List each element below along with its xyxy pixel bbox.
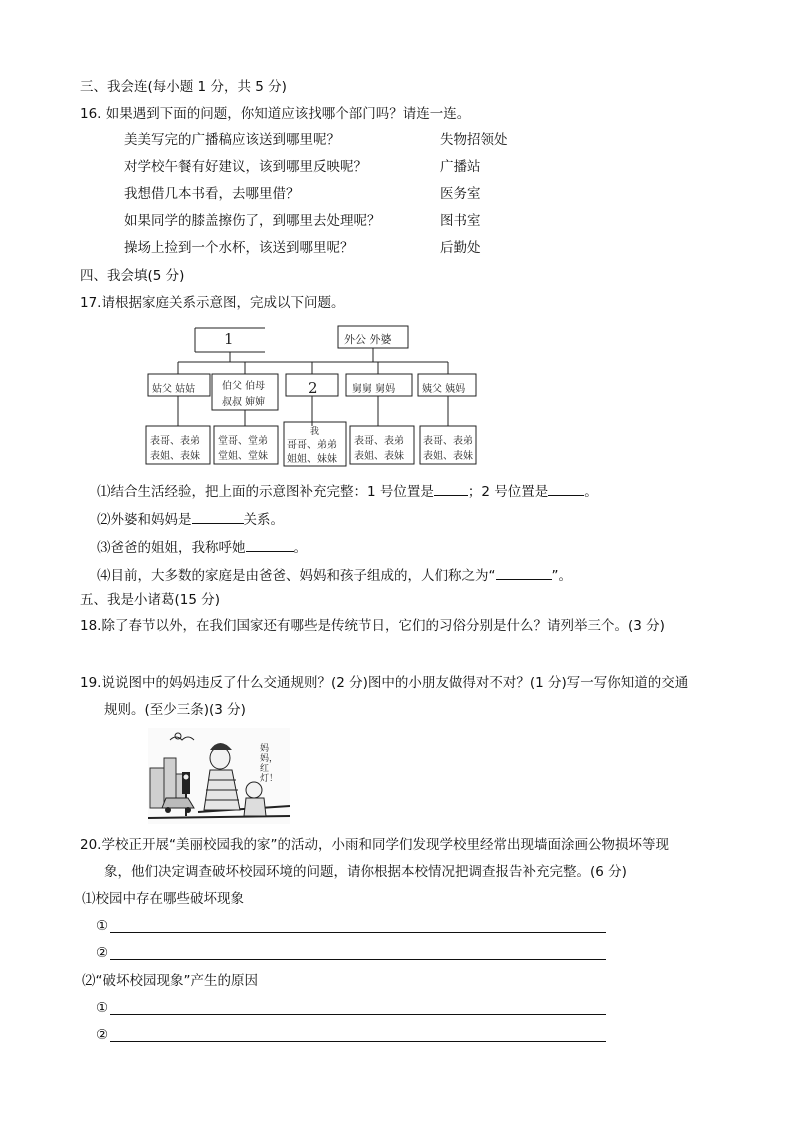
section4-heading: 四、我会填(5 分) xyxy=(80,268,185,284)
section5-heading: 五、我是小诸葛(15 分) xyxy=(80,592,221,608)
sub-question-4: ⑷目前，大多数的家庭是由爸爸、妈妈和孩子组成的，人们称之为“ ”。 xyxy=(97,565,572,585)
part-1-mark-1: ① xyxy=(96,918,109,934)
sub-question-2: ⑵外婆和妈妈是 关系。 xyxy=(97,509,284,529)
part-2-mark-2: ② xyxy=(96,1027,109,1043)
match-left-5: 操场上捡到一个水杯，该送到哪里呢？ xyxy=(124,240,354,256)
answer-blank-1[interactable] xyxy=(434,481,468,496)
part-1-mark-2: ② xyxy=(96,945,109,961)
tree-box-wai: 外公 外婆 xyxy=(344,333,392,346)
tree-row2-4: 舅舅 舅妈 xyxy=(352,384,396,395)
match-right-5: 后勤处 xyxy=(440,240,481,256)
tree-row2-2: 伯父 伯母 xyxy=(222,381,266,392)
tree-row3-3b: 姐姐、妹妹 xyxy=(287,454,337,465)
answer-blank-5[interactable] xyxy=(496,565,552,580)
tree-box-1: 1 xyxy=(224,330,234,348)
sub-question-3: ⑶爸爸的姐姐，我称呼她 。 xyxy=(97,537,307,557)
tree-row3-5a: 表哥、表弟 xyxy=(423,436,473,447)
tree-row3-2a: 堂哥、堂弟 xyxy=(218,436,268,447)
match-left-1: 美美写完的广播稿应该送到哪里呢？ xyxy=(124,132,340,148)
question-17: 17.请根据家庭关系示意图，完成以下问题。 xyxy=(80,295,345,311)
tree-row3-2b: 堂姐、堂妹 xyxy=(218,451,268,462)
section3-heading: 三、我会连(每小题 1 分，共 5 分) xyxy=(80,79,287,95)
match-right-2: 广播站 xyxy=(440,159,481,175)
answer-blank-4[interactable] xyxy=(246,537,294,552)
sub-question-1: ⑴结合生活经验，把上面的示意图补充完整：1 号位置是 ；2 号位置是 。 xyxy=(97,481,598,501)
part-2-heading: ⑵“破坏校园现象”产生的原因 xyxy=(82,973,258,989)
part-2-mark-1: ① xyxy=(96,1000,109,1016)
answer-line-1[interactable] xyxy=(110,932,606,933)
tree-row2-1: 姑父 姑姑 xyxy=(152,384,196,395)
match-left-2: 对学校午餐有好建议，该到哪里反映呢？ xyxy=(124,159,367,175)
cartoon-caption: 妈妈，红灯！ xyxy=(260,744,279,784)
traffic-cartoon-image xyxy=(148,728,290,824)
question-19-line1: 19.说说图中的妈妈违反了什么交通规则？(2 分)图中的小朋友做得对不对？(1 分)写一写你知道的交通 xyxy=(80,675,689,691)
tree-row3-5b: 表姐、表妹 xyxy=(423,451,473,462)
answer-blank-2[interactable] xyxy=(548,481,584,496)
answer-line-2[interactable] xyxy=(110,959,606,960)
match-right-4: 图书室 xyxy=(440,213,481,229)
answer-blank-3[interactable] xyxy=(192,509,244,524)
tree-row3-1a: 表哥、表弟 xyxy=(150,436,200,447)
answer-line-4[interactable] xyxy=(110,1041,606,1042)
question-16: 16. 如果遇到下面的问题，你知道应该找哪个部门吗？请连一连。 xyxy=(80,106,471,122)
match-left-3: 我想借几本书看，去哪里借？ xyxy=(124,186,300,202)
tree-row3-4b: 表姐、表妹 xyxy=(354,451,404,462)
family-tree-diagram xyxy=(140,322,480,470)
question-19-line2: 规则。(至少三条)(3 分) xyxy=(104,702,246,718)
answer-line-3[interactable] xyxy=(110,1014,606,1015)
match-left-4: 如果同学的膝盖擦伤了，到哪里去处理呢？ xyxy=(124,213,381,229)
question-20-line1: 20.学校正开展“美丽校园我的家”的活动，小雨和同学们发现学校里经常出现墙面涂画公物损坏等现 xyxy=(80,837,669,853)
tree-row2-3: 叔叔 婶婶 xyxy=(222,397,266,408)
tree-me: 我 xyxy=(310,427,320,437)
question-20-line2: 象，他们决定调查破坏校园环境的问题，请你根据本校情况把调查报告补充完整。(6 分) xyxy=(104,864,627,880)
match-right-1: 失物招领处 xyxy=(440,132,508,148)
tree-box-2: 2 xyxy=(308,379,318,397)
tree-row2-5: 姨父 姨妈 xyxy=(422,384,466,395)
part-1-heading: ⑴校园中存在哪些破坏现象 xyxy=(82,891,244,907)
tree-row3-4a: 表哥、表弟 xyxy=(354,436,404,447)
match-right-3: 医务室 xyxy=(440,186,481,202)
tree-row3-1b: 表姐、表妹 xyxy=(150,451,200,462)
question-18: 18.除了春节以外，在我们国家还有哪些是传统节日，它们的习俗分别是什么？请列举三个。(3 分) xyxy=(80,618,665,634)
tree-row3-3a: 哥哥、弟弟 xyxy=(287,440,337,451)
